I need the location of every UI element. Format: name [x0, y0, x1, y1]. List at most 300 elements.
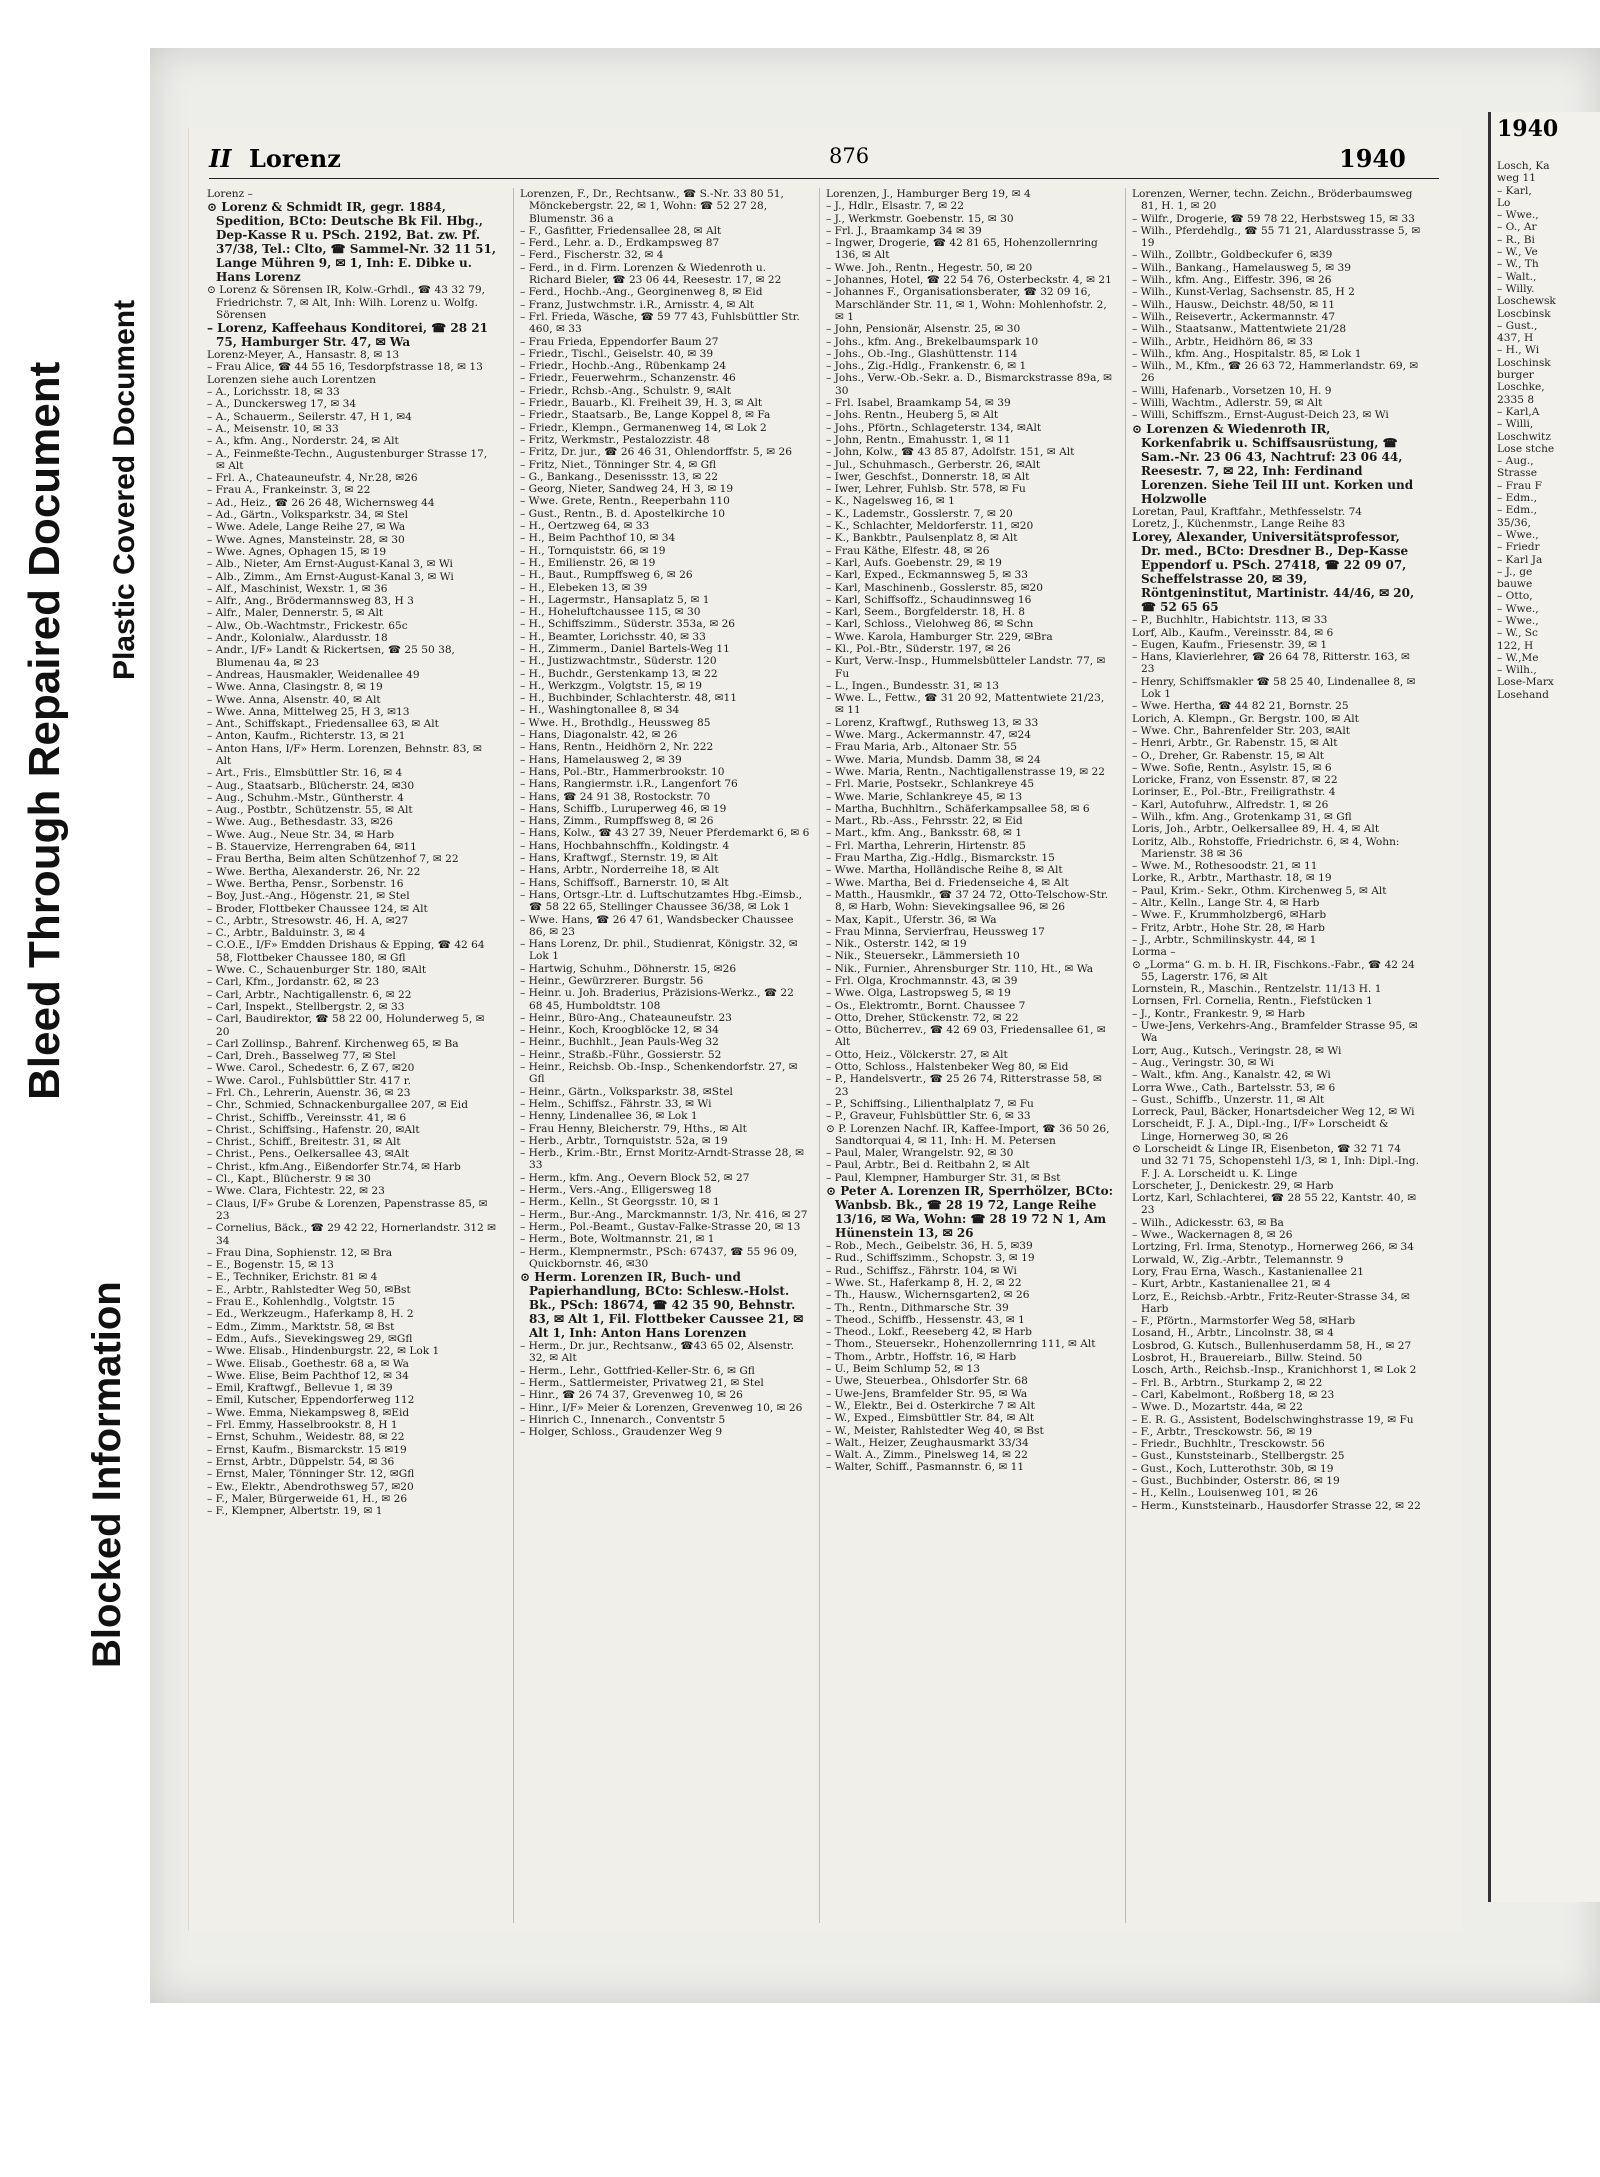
directory-entry: Losch, Arth., Reichsb.-Insp., Kranichhorst 1, ✉ Lok 2: [1132, 1364, 1417, 1377]
directory-entry: – Kl., Pol.-Btr., Süderstr. 197, ✉ 26: [826, 642, 1011, 655]
directory-entry: – E. R. G., Assistent, Bodelschwinghstrasse 19, ✉ Fu: [1132, 1413, 1414, 1426]
directory-entry: – Wwe. Maria, Mundsb. Damm 38, ✉ 24: [826, 753, 1041, 766]
directory-entry: – Heinr., Koch, Kroogblöcke 12, ✉ 34: [520, 1024, 719, 1037]
adjacent-page-line: – H., Wi: [1497, 344, 1540, 357]
directory-entry: – Christ., Schiff., Breitestr. 31, ✉ Alt: [207, 1136, 401, 1149]
directory-entry: – Henri, Arbtr., Gr. Rabenstr. 15, ✉ Alt: [1132, 737, 1338, 750]
directory-entry: – H., Elebeken 13, ✉ 39: [520, 581, 648, 594]
directory-entry: – Paul, Klempner, Hamburger Str. 31, ✉ Bst: [826, 1171, 1061, 1184]
directory-entry: – W., Elektr., Bei d. Osterkirche 7 ✉ Alt: [826, 1399, 1035, 1412]
directory-entry: – Carl, Kfm., Jordanstr. 62, ✉ 23: [207, 976, 380, 989]
directory-entry: – Ed., Werkzeugm., Haferkamp 8, H. 2: [207, 1308, 414, 1321]
adjacent-page-line: Losehand: [1497, 688, 1549, 701]
adjacent-page-line: – W.,Me: [1497, 651, 1539, 664]
directory-entry: – Friedr., Tischl., Geiselstr. 40, ✉ 39: [520, 347, 714, 360]
directory-entry: – Th., Hausw., Wichernsgarten2, ✉ 26: [826, 1289, 1030, 1302]
adjacent-page-line: 122, H: [1497, 639, 1534, 652]
directory-entry: – H., Oertzweg 64, ✉ 33: [520, 520, 650, 533]
directory-entry: – Iwer, Lehrer, Fuhlsb. Str. 578, ✉ Fu: [826, 483, 1026, 496]
directory-entry: – Anton Hans, I/F» Herm. Lorenzen, Behnstr. 83, ✉ Alt: [207, 742, 482, 767]
directory-entry: – Lorenz, Kraftwgf., Ruthsweg 13, ✉ 33: [826, 716, 1039, 729]
adjacent-page-line: – W., Ve: [1497, 246, 1538, 259]
directory-entry: – Broder, Flottbeker Chaussee 124, ✉ Alt: [207, 902, 428, 915]
directory-entry: – Wwe. Carol., Fuhlsbüttler Str. 417 r.: [207, 1074, 412, 1087]
directory-entry: – Herm., Bote, Woltmannstr. 21, ✉ 1: [520, 1233, 715, 1246]
directory-entry: – Martha, Buchhltrn., Schäferkampsallee 58, ✉ 6: [826, 802, 1090, 815]
directory-entry: – Wwe. Martha, Holländische Reihe 8, ✉ Alt: [826, 864, 1063, 877]
directory-entry: – Wwe. D., Mozartstr. 44a, ✉ 22: [1132, 1401, 1303, 1414]
directory-entry: – Herm., Kelln., St Georgsstr. 10, ✉ 1: [520, 1196, 720, 1209]
directory-entry: – Johs., Zig.-Hdlg., Frankenstr. 6, ✉ 1: [826, 360, 1027, 373]
adjacent-page-line: Loschke,: [1497, 381, 1545, 394]
directory-entry: – Frau Alice, ☎ 44 55 16, Tesdorpfstrasse 18, ✉ 13: [207, 361, 483, 374]
directory-entry: – Frl. B., Arbtrn., Sturkamp 2, ✉ 22: [1132, 1376, 1323, 1389]
label-plastic-covered: Plastic Covered Document: [108, 299, 141, 680]
directory-entry: – Wwe. Marg., Ackermannstr. 47, ✉24: [826, 729, 1031, 742]
directory-entry: Lorich, A. Klempn., Gr. Bergstr. 100, ✉ Alt: [1132, 712, 1359, 725]
directory-entry: – Uwe-Jens, Verkehrs-Ang., Bramfelder Strasse 95, ✉ Wa: [1132, 1020, 1418, 1045]
directory-entry: – Wwe. Anna, Alsenstr. 40, ✉ Alt: [207, 693, 381, 706]
directory-entry: – Otto, Heiz., Völckerstr. 27, ✉ Alt: [826, 1048, 1008, 1061]
directory-entry: – Alb., Nieter, Am Ernst-August-Kanal 3, ✉ Wi: [207, 558, 453, 571]
directory-entry: – C.O.E., I/F» Emdden Drishaus & Epping, ☎ 42 64 58, Flottbeker Chaussee 180, ✉ Gfl: [207, 939, 485, 964]
directory-entry: – H., Zimmerm., Daniel Bartels-Weg 11: [520, 642, 730, 655]
directory-entry: – Hans, ☎ 24 91 38, Rostockstr. 70: [520, 790, 711, 803]
adjacent-page-line: 35/36,: [1497, 516, 1531, 529]
directory-entry: – Hinr., I/F» Meier & Lorenzen, Grevenweg 10, ✉ 26: [520, 1401, 803, 1414]
directory-entry: – Hans, Kolw., ☎ 43 27 39, Neuer Pferdemarkt 6, ✉ 6: [520, 827, 810, 840]
directory-entry: – Andr., Kolonialw., Alardusstr. 18: [207, 632, 388, 645]
directory-entry: – W., Exped., Eimsbüttler Str. 84, ✉ Alt: [826, 1412, 1035, 1425]
directory-entry: – Frl. Martha, Lehrerin, Hirtenstr. 85: [826, 839, 1026, 852]
directory-entry: – F., Klempner, Albertstr. 19, ✉ 1: [207, 1505, 383, 1518]
adjacent-page-lines: [1497, 160, 1600, 701]
directory-entry: – Hans, Ortsgr.-Ltr. d. Luftschutzamtes Hbg.-Eimsb., ☎ 58 22 65, Stellinger Chaussee 36/38, ✉ Lok 1: [520, 888, 803, 914]
directory-entry: – F., Arbtr., Tresckowstr. 56, ✉ 19: [1132, 1425, 1313, 1438]
directory-entry: Lorra Wwe., Cath., Bartelsstr. 53, ✉ 6: [1132, 1081, 1336, 1094]
directory-entry: Lorenzen, J., Hamburger Berg 19, ✉ 4: [826, 188, 1031, 200]
directory-entry: – Gust., Koch, Lutterothstr. 30b, ✉ 19: [1132, 1462, 1334, 1475]
label-blocked-information: Blocked Information: [85, 1281, 129, 1668]
directory-entry: – John, Rentn., Emahusstr. 1, ✉ 11: [826, 433, 1011, 446]
directory-entry: – Wwe. Karola, Hamburger Str. 229, ✉Bra: [826, 630, 1053, 643]
directory-entry: – Christ., Pens., Oelkersallee 43, ✉Alt: [207, 1148, 410, 1161]
directory-entry: – Th., Rentn., Dithmarsche Str. 39: [826, 1301, 1009, 1314]
directory-entry: – Paul, Maler, Wrangelstr. 92, ✉ 30: [826, 1147, 1014, 1160]
page-running-head: Lorenz: [249, 144, 341, 173]
directory-entry: – Friedr., Buchhltr., Tresckowstr. 56: [1132, 1438, 1325, 1451]
directory-entry: – Aug., Schuhm.-Mstr., Güntherstr. 4: [207, 791, 404, 804]
adjacent-page-line: Losch, Ka: [1497, 160, 1550, 172]
directory-entry: – P., Schiffsing., Lilienthalplatz 7, ✉ Fu: [826, 1097, 1034, 1110]
directory-entry: – Frau Henny, Bleicherstr. 79, Hths., ✉ Alt: [520, 1122, 747, 1135]
directory-entry: – U., Beim Schlump 52, ✉ 13: [826, 1363, 980, 1376]
directory-entry: – C., Arbtr., Stresowstr. 46, H. A, ✉27: [207, 914, 409, 927]
directory-entry: – Herm., Vers.-Ang., Elligersweg 18: [520, 1184, 712, 1197]
directory-entry: – Otto, Bücherrev., ☎ 42 69 03, Friedensallee 61, ✉ Alt: [826, 1024, 1106, 1049]
directory-entry: – H., Kelln., Louisenweg 101, ✉ 26: [1132, 1487, 1318, 1500]
directory-column-4: [1125, 188, 1422, 1923]
directory-entry: – Henry, Schiffsmakler ☎ 58 25 40, Lindenallee 8, ✉ Lok 1: [1132, 675, 1416, 701]
directory-entry: – Hinr., ☎ 26 74 37, Grevenweg 10, ✉ 26: [520, 1389, 743, 1402]
directory-entry: – Wilh., Kunst-Verlag, Sachsenstr. 85, H 2: [1132, 286, 1355, 299]
directory-entry: – Chr., Schmied, Schnackenburgallee 207, ✉ Eid: [207, 1099, 468, 1112]
directory-entry: Loricke, Franz, von Essenstr. 87, ✉ 22: [1132, 774, 1338, 787]
directory-entry: – Friedr., Bauarb., Kl. Freiheit 39, H. 3, ✉ Alt: [520, 397, 763, 410]
directory-entry: – Ernst, Kaufm., Bismarckstr. 15 ✉19: [207, 1443, 407, 1456]
directory-entry: – Johs., Pförtn., Schlageterstr. 134, ✉Alt: [826, 421, 1042, 434]
directory-entry: – H., Lagermstr., Hansaplatz 5, ✉ 1: [520, 593, 710, 606]
directory-entry: – Hans, Kraftwgf., Sternstr. 19, ✉ Alt: [520, 852, 718, 865]
directory-entry: – Gust., Kunststeinarb., Stellbergstr. 25: [1132, 1450, 1345, 1463]
directory-entry: – Alfr., Maler, Dennerstr. 5, ✉ Alt: [207, 607, 384, 620]
directory-entry: – Wilh., Bankang., Hamelausweg 5, ✉ 39: [1132, 261, 1351, 274]
label-bleed-through: Bleed Through Repaired Document: [20, 361, 69, 1100]
directory-entry: – H., Schiffszimm., Süderstr. 353a, ✉ 26: [520, 618, 736, 631]
page-year: 1940: [1339, 144, 1406, 173]
directory-entry: – Alw., Ob.-Wachtmstr., Frickestr. 65c: [207, 619, 408, 632]
directory-entry: – Hans, Arbtr., Norderreihe 18, ✉ Alt: [520, 864, 719, 877]
directory-entry: ⊙ „Lorma“ G. m. b. H. IR, Fischkons.-Fabr., ☎ 42 24 55, Lagerstr. 176, ✉ Alt: [1132, 958, 1415, 983]
directory-entry: ⊙ Peter A. Lorenzen IR, Sperrhölzer, BCto: Wanbsb. Bk., ☎ 28 19 72, Lange Reihe 13/16, ✉ Wa, Wohn: ☎ 28 19 72 N 1, Am Hünenstein 13, ✉ 26: [826, 1184, 1114, 1241]
directory-entry: – Wwe. Joh., Rentn., Hegestr. 50, ✉ 20: [826, 261, 1033, 274]
directory-entry: – Fritz, Niet., Tönninger Str. 4, ✉ Gfl: [520, 458, 717, 471]
directory-entry: – Friedr., Hochb.-Ang., Rübenkamp 24: [520, 360, 727, 373]
directory-entry: – Rob., Mech., Geibelstr. 36, H. 5, ✉39: [826, 1240, 1033, 1253]
directory-entry: – Wwe. F., Krummholzberg6, ✉Harb: [1132, 909, 1327, 922]
directory-entry: – Otto, Dreher, Stückenstr. 72, ✉ 22: [826, 1011, 1019, 1024]
directory-entry: – Ingwer, Drogerie, ☎ 42 81 65, Hohenzollernring 136, ✉ Alt: [826, 237, 1098, 262]
adjacent-page-line: – Willi,: [1497, 418, 1534, 431]
directory-entry: – Edm., Aufs., Sievekingsweg 29, ✉Gfl: [207, 1332, 413, 1345]
directory-entry: – P., Buchhltr., Habichtstr. 113, ✉ 33: [1132, 614, 1328, 627]
directory-entry: – A., Dunckersweg 17, ✉ 34: [207, 398, 357, 411]
directory-entry: – Wilfr., Drogerie, ☎ 59 78 22, Herbstsweg 15, ✉ 33: [1132, 212, 1415, 225]
directory-entry: – Ad., Heiz., ☎ 26 26 48, Wichernsweg 44: [207, 496, 435, 509]
directory-entry: – Ferd., Fischerstr. 32, ✉ 4: [520, 249, 664, 262]
directory-entry: – Henny, Lindenallee 36, ✉ Lok 1: [520, 1110, 698, 1123]
directory-entry: – Wilh., Adickesstr. 63, ✉ Ba: [1132, 1216, 1284, 1229]
directory-entry: – Hans, Rangiermstr. i.R., Langenfort 76: [520, 778, 738, 791]
directory-entry: – Ernst, Arbtr., Düppelstr. 54, ✉ 36: [207, 1455, 395, 1468]
directory-entry: – Thom., Arbtr., Hoffstr. 16, ✉ Harb: [826, 1350, 1017, 1363]
directory-entry: – Franz, Justwchmstr. i.R., Arnisstr. 4, ✉ Alt: [520, 298, 755, 311]
directory-entry: Lorenzen, F., Dr., Rechtsanw., ☎ S.-Nr. 33 80 51, Mönckebergstr. 22, ✉ 1, Wohn: ☎ 52 27 28, Blumenstr. 36 a: [520, 188, 784, 225]
adjacent-page-line: – Aug.,: [1497, 455, 1534, 468]
adjacent-page-line: – R., Bi: [1497, 233, 1535, 246]
directory-column-2: [513, 188, 810, 1923]
directory-entry: – Friedr., Staatsarb., Be, Lange Koppel 8, ✉ Fa: [520, 409, 771, 422]
adjacent-page-line: Loschinsk: [1497, 356, 1551, 369]
directory-entry: – Anton, Kaufm., Richterstr. 13, ✉ 21: [207, 730, 406, 743]
directory-entry: – P., Graveur, Fuhlsbüttler Str. 6, ✉ 33: [826, 1110, 1031, 1123]
directory-entry: – Johs., kfm. Ang., Brekelbaumspark 10: [826, 335, 1039, 348]
directory-entry: – Wwe., Wackernagen 8, ✉ 26: [1132, 1229, 1293, 1242]
directory-entry: – Ernst, Maler, Tönninger Str. 12, ✉Gfl: [207, 1468, 415, 1481]
directory-entry: – Wilh., M., Kfm., ☎ 26 63 72, Hammerlandstr. 69, ✉ 26: [1132, 360, 1419, 385]
directory-entry: – Carl, Dreh., Basselweg 77, ✉ Stel: [207, 1050, 396, 1063]
directory-entry: – Walt., kfm. Ang., Kanalstr. 42, ✉ Wi: [1132, 1069, 1331, 1082]
directory-entry: – Johs., Ob.-Ing., Glashüttenstr. 114: [826, 347, 1018, 360]
adjacent-page-line: Lo: [1497, 196, 1511, 209]
directory-entry: – Ernst, Schuhm., Weidestr. 88, ✉ 22: [207, 1431, 405, 1444]
directory-entry: ⊙ Lorscheidt & Linge IR, Eisenbeton, ☎ 32 71 74 und 32 71 75, Schopenstehl 1/3, ✉ 1, Inh: Dipl.-Ing. F. J. A. Lorscheidt u. K. Linge: [1132, 1143, 1419, 1180]
directory-entry: – J., Hdlr., Elsastr. 7, ✉ 22: [826, 200, 965, 213]
directory-entry: – Frl. Frieda, Wäsche, ☎ 59 77 43, Fuhlsbüttler Str. 460, ✉ 33: [520, 310, 800, 336]
directory-entry: – Herb., Arbtr., Tornquiststr. 52a, ✉ 19: [520, 1134, 728, 1147]
directory-column-1: [207, 188, 497, 1923]
directory-entry: – Wilh., Pferdehdlg., ☎ 55 71 21, Alardusstrasse 5, ✉ 19: [1132, 224, 1421, 250]
directory-entry: – F., Maler, Bürgerweide 61, H., ✉ 26: [207, 1492, 408, 1505]
directory-entry: – W., Meister, Rahlstedter Weg 40, ✉ Bst: [826, 1424, 1044, 1437]
adjacent-page-line: – Edm.,: [1497, 504, 1537, 517]
directory-entry: – Thom., Steuersekr., Hohenzollernring 111, ✉ Alt: [826, 1338, 1096, 1351]
directory-entry: – Claus, I/F» Grube & Lorenzen, Papenstrasse 85, ✉ 23: [207, 1197, 488, 1222]
directory-entry: – H., Justizwachtmstr., Süderstr. 120: [520, 655, 717, 668]
directory-entry: ⊙ Lorenz & Sörensen IR, Kolw.-Grhdl., ☎ 43 32 79, Friedrichstr. 7, ✉ Alt, Inh: Wilh. Lorenz u. Wolfg. Sörensen: [207, 284, 486, 321]
directory-entry: – Frau A., Frankeinstr. 3, ✉ 22: [207, 484, 371, 497]
adjacent-page-line: – Wwe.,: [1497, 528, 1539, 541]
directory-entry: – Herm., Bur.-Ang., Marckmannstr. 1/3, Nr. 416, ✉ 27: [520, 1208, 808, 1221]
directory-entry: – Wwe. C., Schauenburger Str. 180, ✉Alt: [207, 964, 427, 977]
directory-entry: – Hans, Pol.-Btr., Hammerbrookstr. 10: [520, 765, 725, 778]
directory-entry: – Heinr. u. Joh. Braderius, Präzisions-Werkz., ☎ 22 68 45, Humboldtstr. 108: [520, 987, 794, 1012]
directory-entry: – Wwe. Elisab., Goethestr. 68 a, ✉ Wa: [207, 1357, 409, 1370]
directory-entry: – Willi, Schiffszm., Ernst-August-Deich 23, ✉ Wi: [1132, 409, 1389, 422]
directory-entry: – Heinr., Gärtn., Volksparkstr. 38, ✉Stel: [520, 1085, 733, 1098]
directory-column-3: [819, 188, 1116, 1923]
directory-entry: – Wilh., Reisevertr., Ackermannstr. 47: [1132, 310, 1336, 323]
directory-entry: – H., Tornquiststr. 66, ✉ 19: [520, 544, 666, 557]
directory-entry: – Rud., Schiffsz., Fährstr. 104, ✉ Wi: [826, 1264, 1017, 1277]
directory-entry: – Altr., Kelln., Lange Str. 4, ✉ Harb: [1132, 897, 1320, 910]
directory-entry: – Frau Martha, Zig.-Hdlg., Bismarckstr. 15: [826, 852, 1055, 865]
directory-entry: ⊙ Lorenzen & Wiedenroth IR, Korkenfabrik u. Schiffsausrüstung, ☎ Sam.-Nr. 23 06 43, Nachtruf: 23 06 44, Reesestr. 7, ✉ 22, Inh: Ferdinand Lorenzen. Siehe Teil III unt. Korken und Holzwolle: [1132, 421, 1414, 506]
directory-entry: – Herm., Klempnermstr., PSch: 67437, ☎ 55 96 09, Quickbornstr. 46, ✉30: [520, 1245, 798, 1270]
directory-entry: – Kurt, Verw.-Insp., Hummelsbütteler Landstr. 77, ✉ Fu: [826, 655, 1106, 680]
directory-entry: – J., Kontr., Frankestr. 9, ✉ Harb: [1132, 1007, 1305, 1020]
adjacent-page-line: Loschewsk: [1497, 295, 1556, 308]
directory-entry: – Lorenz, Kaffeehaus Konditorei, ☎ 28 21 75, Hamburger Str. 47, ✉ Wa: [207, 321, 488, 350]
directory-entry: – Wilh., Zollbtr., Goldbeckufer 6, ✉39: [1132, 249, 1333, 262]
directory-entry: – Wwe. Agnes, Mansteinstr. 28, ✉ 30: [207, 533, 405, 546]
directory-entry: – Heinr., Straßb.-Führ., Gossierstr. 52: [520, 1048, 722, 1061]
directory-entry: – Wilh., Hausw., Deichstr. 48/50, ✉ 11: [1132, 298, 1336, 311]
adjacent-page-line: – Karl,: [1497, 184, 1532, 197]
directory-entry: – Mart., kfm. Ang., Banksstr. 68, ✉ 1: [826, 827, 1023, 840]
directory-page: [188, 128, 1462, 1930]
adjacent-page-line: – O., Ar: [1497, 221, 1537, 234]
directory-entry: – Fritz, Werkmstr., Pestalozzistr. 48: [520, 433, 710, 446]
directory-entry: – K., Nagelsweg 16, ✉ 1: [826, 495, 955, 508]
directory-entry: – Frl. Emmy, Hasselbrookstr. 8, H 1: [207, 1419, 398, 1432]
directory-entry: – Frau Maria, Arb., Altonaer Str. 55: [826, 741, 1017, 754]
directory-entry: Lornstein, R., Maschin., Rentzelstr. 11/13 H. 1: [1132, 983, 1382, 996]
adjacent-page-year: 1940: [1497, 116, 1559, 142]
directory-entry: Lorr, Aug., Kutsch., Veringstr. 28, ✉ Wi: [1132, 1044, 1342, 1057]
directory-entry: – Frl. Marie, Postsekr., Schlankreye 45: [826, 778, 1035, 791]
directory-entry: – John, Kolw., ☎ 43 85 87, Adolfstr. 151, ✉ Alt: [826, 446, 1075, 459]
directory-entry: – Christ., Schiffb., Vereinsstr. 41, ✉ 6: [207, 1111, 407, 1124]
adjacent-page-line: burger: [1497, 369, 1534, 382]
directory-entry: – Frau Dina, Sophienstr. 12, ✉ Bra: [207, 1246, 393, 1259]
directory-entry: – Frau Bertha, Beim alten Schützenhof 7, ✉ 22: [207, 853, 459, 866]
page-section: II: [209, 144, 232, 173]
directory-entry: – Hans, Hamelausweg 2, ✉ 39: [520, 753, 682, 766]
directory-entry: Lortzing, Frl. Irma, Stenotyp., Hornerweg 266, ✉ 34: [1132, 1241, 1415, 1254]
directory-entry: – Andreas, Hausmakler, Weidenallee 49: [207, 668, 420, 681]
adjacent-page-line: – Wilh.,: [1497, 664, 1537, 677]
adjacent-page-line: – Karl Ja: [1497, 553, 1543, 566]
directory-entry: – O., Dreher, Gr. Rabenstr. 15, ✉ Alt: [1132, 749, 1324, 762]
directory-entry: – Paul, Arbtr., Bei d. Reitbahn 2, ✉ Alt: [826, 1159, 1030, 1172]
directory-entry: Lorenzen siehe auch Lorentzen: [207, 373, 376, 386]
adjacent-page-line: Strasse: [1497, 467, 1538, 480]
directory-entry: – Wwe. Maria, Rentn., Nachtigallenstrasse 19, ✉ 22: [826, 765, 1106, 778]
directory-entry: – Andr., I/F» Landt & Rickertsen, ☎ 25 50 38, Blumenau 4a, ✉ 23: [207, 644, 455, 669]
directory-entry: – F., Pförtn., Marmstorfer Weg 58, ✉Harb: [1132, 1315, 1356, 1328]
directory-entry: – Hinrich C., Innenarch., Conventstr 5: [520, 1413, 726, 1426]
adjacent-page-line: – Gust.,: [1497, 319, 1538, 332]
directory-entry: – Aug., Staatsarb., Blücherstr. 24, ✉30: [207, 779, 415, 792]
directory-entry: – Karl, Autofuhrw., Alfredstr. 1, ✉ 26: [1132, 798, 1329, 811]
directory-entry: – A., kfm. Ang., Norderstr. 24, ✉ Alt: [207, 435, 399, 448]
page-header: [209, 144, 1439, 179]
directory-entry: – Herm., Pol.-Beamt., Gustav-Falke-Strasse 20, ✉ 13: [520, 1220, 801, 1233]
directory-entry: – H., Buchdr., Gerstenkamp 13, ✉ 22: [520, 667, 718, 680]
directory-entry: – Hartwig, Schuhm., Döhnerstr. 15, ✉26: [520, 962, 737, 975]
adjacent-page-line: weg 11: [1497, 172, 1536, 185]
directory-entry: – Heinr., Buchhlt., Jean Pauls-Weg 32: [520, 1036, 719, 1049]
directory-entry: – Mart., Rb.-Ass., Fehrsstr. 22, ✉ Eid: [826, 815, 1023, 828]
adjacent-page-line: – Walt.,: [1497, 270, 1537, 283]
adjacent-page-line: Lose-Marx: [1497, 676, 1554, 689]
directory-entry: Lorma –: [1132, 946, 1176, 959]
directory-entry: Lorscheidt, F. J. A., Dipl.-Ing., I/F» Lorscheidt & Linge, Hornerweg 30, ✉ 26: [1132, 1118, 1389, 1143]
page-number: 876: [829, 144, 870, 168]
directory-entry: – Johs., Verw.-Ob.-Sekr. a. D., Bismarckstrasse 89a, ✉ 30: [826, 372, 1113, 397]
directory-entry: – K., Schlachter, Meldorferstr. 11, ✉20: [826, 520, 1034, 533]
directory-entry: Losbrod, G. Kutsch., Bullenhuserdamm 58, H., ✉ 27: [1132, 1339, 1412, 1352]
directory-entry: – F., Gasfitter, Friedensallee 28, ✉ Alt: [520, 224, 722, 237]
directory-entry: – Wwe. H., Brothdlg., Heussweg 85: [520, 716, 711, 729]
adjacent-page-line: – Wwe.,: [1497, 602, 1539, 615]
directory-entry: – Wwe. Aug., Bethesdastr. 33, ✉26: [207, 816, 393, 829]
directory-entry: – C., Arbtr., Balduinstr. 3, ✉ 4: [207, 927, 366, 940]
directory-entry: – B. Stauervize, Herrengraben 64, ✉11: [207, 841, 417, 854]
directory-entry: – Boy, Just.-Ang., Högenstr. 21, ✉ Stel: [207, 890, 410, 903]
directory-entry: – Friedr., Feuerwehrm., Schanzenstr. 46: [520, 372, 736, 385]
directory-entry: – H., Beim Pachthof 10, ✉ 34: [520, 532, 676, 545]
directory-entry: ⊙ P. Lorenzen Nachf. IR, Kaffee-Import, ☎ 36 50 26, Sandtorquai 4, ✉ 11, Inh: H. M. Petersen: [826, 1122, 1110, 1147]
directory-entry: – Hans, Schiffsoff., Barnerstr. 10, ✉ Alt: [520, 876, 729, 889]
directory-entry: – Wilh., kfm. Ang., Eiffestr. 396, ✉ 26: [1132, 274, 1332, 287]
adjacent-page-line: – Otto,: [1497, 590, 1533, 603]
directory-entry: – Nik., Osterstr. 142, ✉ 19: [826, 938, 967, 951]
adjacent-page-line: Loschwitz: [1497, 430, 1551, 443]
adjacent-page-fragment: [1488, 112, 1600, 1902]
directory-entry: – Heinr., Büro-Ang., Chateauneufstr. 23: [520, 1011, 732, 1024]
directory-entry: – Karl, Exped., Eckmannsweg 5, ✉ 33: [826, 569, 1028, 582]
directory-entry: – Ew., Elektr., Abendrothsweg 57, ✉20: [207, 1480, 414, 1493]
adjacent-page-line: – Karl,A: [1497, 405, 1540, 418]
directory-entry: – Wilh., Staatsanw., Mattentwiete 21/28: [1132, 323, 1347, 336]
directory-entry: – Carl, Arbtr., Nachtigallenstr. 6, ✉ 22: [207, 988, 412, 1001]
directory-entry: – Wwe. Sofie, Rentn., Asylstr. 15, ✉ 6: [1132, 761, 1332, 774]
directory-entry: – Walt., Heizer, Zeughausmarkt 33/34: [826, 1436, 1029, 1449]
directory-entry: Lorenz-Meyer, A., Hansastr. 8, ✉ 13: [207, 349, 400, 362]
directory-entry: – Emil, Kutscher, Eppendorferweg 112: [207, 1394, 415, 1407]
directory-entry: – Rud., Schiffszimm., Schopstr. 3, ✉ 19: [826, 1252, 1035, 1265]
directory-entry: – Wwe. M., Rothesoodstr. 21, ✉ 11: [1132, 860, 1318, 873]
directory-entry: – J., Arbtr., Schmilinskystr. 44, ✉ 1: [1132, 933, 1317, 946]
directory-entry: – H., Washingtonallee 8, ✉ 34: [520, 704, 680, 717]
directory-entry: – Frl. Ch., Lehrerin, Auenstr. 36, ✉ 23: [207, 1087, 411, 1099]
directory-entry: – Max, Kapit., Uferstr. 36, ✉ Wa: [826, 913, 997, 926]
directory-entry: – Uwe, Steuerbea., Ohlsdorfer Str. 68: [826, 1375, 1028, 1388]
directory-entry: – Georg, Nieter, Sandweg 24, H 3, ✉ 19: [520, 483, 734, 496]
directory-entry: – Frl. A., Chateauneufstr. 4, Nr.28, ✉26: [207, 472, 418, 485]
directory-entry: – Christ., kfm.Ang., Eißendorfer Str.74, ✉ Harb: [207, 1160, 461, 1173]
directory-entry: – A., Lorichsstr. 18, ✉ 33: [207, 386, 340, 399]
directory-entry: – Wwe. Anna, Mittelweg 25, H 3, ✉13: [207, 705, 410, 718]
directory-entry: – Theod., Schiffb., Hessenstr. 43, ✉ 1: [826, 1313, 1025, 1326]
directory-entry: – Carl, Inspekt., Stellbergstr. 2, ✉ 33: [207, 1000, 405, 1013]
adjacent-page-line: Lose stche: [1497, 442, 1555, 455]
directory-entry: – Aug., Postbtr., Schützenstr. 55, ✉ Alt: [207, 804, 413, 817]
directory-entry: – H., Baut., Rumpffsweg 6, ✉ 26: [520, 569, 693, 582]
directory-entry: – Alf., Maschinist, Wexstr. 1, ✉ 36: [207, 582, 388, 595]
directory-entry: – Emil, Kraftwgf., Bellevue 1, ✉ 39: [207, 1382, 393, 1395]
directory-entry: – Nik., Steuersekr., Lämmersieth 10: [826, 950, 1020, 963]
directory-entry: – Frau E., Kohlenhdlg., Volgtstr. 15: [207, 1296, 395, 1309]
directory-entry: – Wwe. L., Fettw., ☎ 31 20 92, Mattentwiete 21/23, ✉ 11: [826, 692, 1105, 717]
directory-entry: – Matth., Hausmklr., ☎ 37 24 72, Otto-Telschow-Str. 8, ✉ Harb, Wohn: Sievekingsallee 96, ✉ 26: [826, 888, 1109, 914]
adjacent-page-line: bauwe: [1497, 578, 1533, 591]
directory-entry: – H., Emilienstr. 26, ✉ 19: [520, 556, 656, 569]
directory-entry: – Herm., Dr. jur., Rechtsanw., ☎43 65 02, Alsenstr. 32, ✉ Alt: [520, 1340, 795, 1365]
directory-entry: – Heinr., Reichsb. Ob.-Insp., Schenkendorfstr. 27, ✉ Gfl: [520, 1061, 798, 1086]
directory-entry: ⊙ Lorenz & Schmidt IR, gegr. 1884, Spedition, BCto: Deutsche Bk Fil. Hbg., Dep-Kasse R u. PSch. 2192, Bat. zw. Pf. 37/38, Tel.: Clto, ☎ Sammel-Nr. 32 11 51, Lange Mühren 9, ✉ 1, Inh: E. Dibke u. Hans Lorenz: [207, 200, 496, 285]
adjacent-page-line: 2335 8: [1497, 393, 1535, 406]
directory-entry: – Hans, Hochbahnschffn., Koldingstr. 4: [520, 839, 730, 852]
directory-entry: Loretan, Paul, Kraftfahr., Methfesselstr. 74: [1132, 505, 1363, 518]
directory-entry: – Karl, Seem., Borgfelderstr. 18, H. 8: [826, 606, 1025, 619]
directory-entry: – Herm., kfm. Ang., Oevern Block 52, ✉ 27: [520, 1171, 750, 1184]
directory-entry: – Alfr., Ang., Brödermannsweg 83, H 3: [207, 595, 414, 608]
directory-entry: – Paul, Krim.- Sekr., Othm. Kirchenweg 5, ✉ Alt: [1132, 884, 1387, 897]
directory-entry: – H., Werkzgm., Volgtstr. 15, ✉ 19: [520, 679, 703, 692]
directory-entry: – E., Bogenstr. 15, ✉ 13: [207, 1259, 334, 1272]
directory-entry: – Uwe-Jens, Bramfelder Str. 95, ✉ Wa: [826, 1387, 1028, 1400]
directory-entry: – Johannes, Hotel, ☎ 22 54 76, Osterbeckstr. 4, ✉ 21: [826, 274, 1112, 287]
directory-entry: – Karl, Schiffsoffz., Schaudinnsweg 16: [826, 593, 1032, 606]
directory-entry: Lorscheter, J., Denickestr. 29, ✉ Harb: [1132, 1179, 1334, 1192]
directory-entry: – Wwe. Adele, Lange Reihe 27, ✉ Wa: [207, 521, 406, 534]
directory-entry: – Herm., Kunststeinarb., Hausdorfer Strasse 22, ✉ 22: [1132, 1499, 1421, 1512]
directory-entry: – Jul., Schuhmasch., Gerberstr. 26, ✉Alt: [826, 458, 1041, 471]
directory-entry: – Friedr., Klempn., Germanenweg 14, ✉ Lok 2: [520, 421, 767, 434]
directory-entry: Lortz, Karl, Schlachterei, ☎ 28 55 22, Kantstr. 40, ✉ 23: [1132, 1192, 1417, 1217]
directory-entry: – Wwe. Olga, Lastropsweg 5, ✉ 19: [826, 987, 1011, 1000]
directory-columns: [207, 188, 1447, 1923]
directory-entry: – Willi, Wachtm., Adlerstr. 59, ✉ Alt: [1132, 397, 1323, 410]
directory-entry: Lornsen, Frl. Cornelia, Rentn., Fiefstücken 1: [1132, 995, 1373, 1008]
directory-entry: – Ad., Gärtn., Volksparkstr. 34, ✉ Stel: [207, 509, 409, 522]
directory-entry: Loris, Joh., Arbtr., Oelkersallee 89, H. 4, ✉ Alt: [1132, 823, 1380, 836]
directory-entry: – Wwe. Marie, Schlankreye 45, ✉ 13: [826, 790, 1023, 803]
directory-entry: Lorey, Alexander, Universitätsprofessor, Dr. med., BCto: Dresdner B., Dep-Kasse Eppendorf u. PSch. 27418, ☎ 22 09 07, Scheffelstrasse 20, ✉ 39, Röntgeninstitut, Martinistr. 44/46, ✉ 20, ☎ 52 65 65: [1132, 530, 1415, 615]
